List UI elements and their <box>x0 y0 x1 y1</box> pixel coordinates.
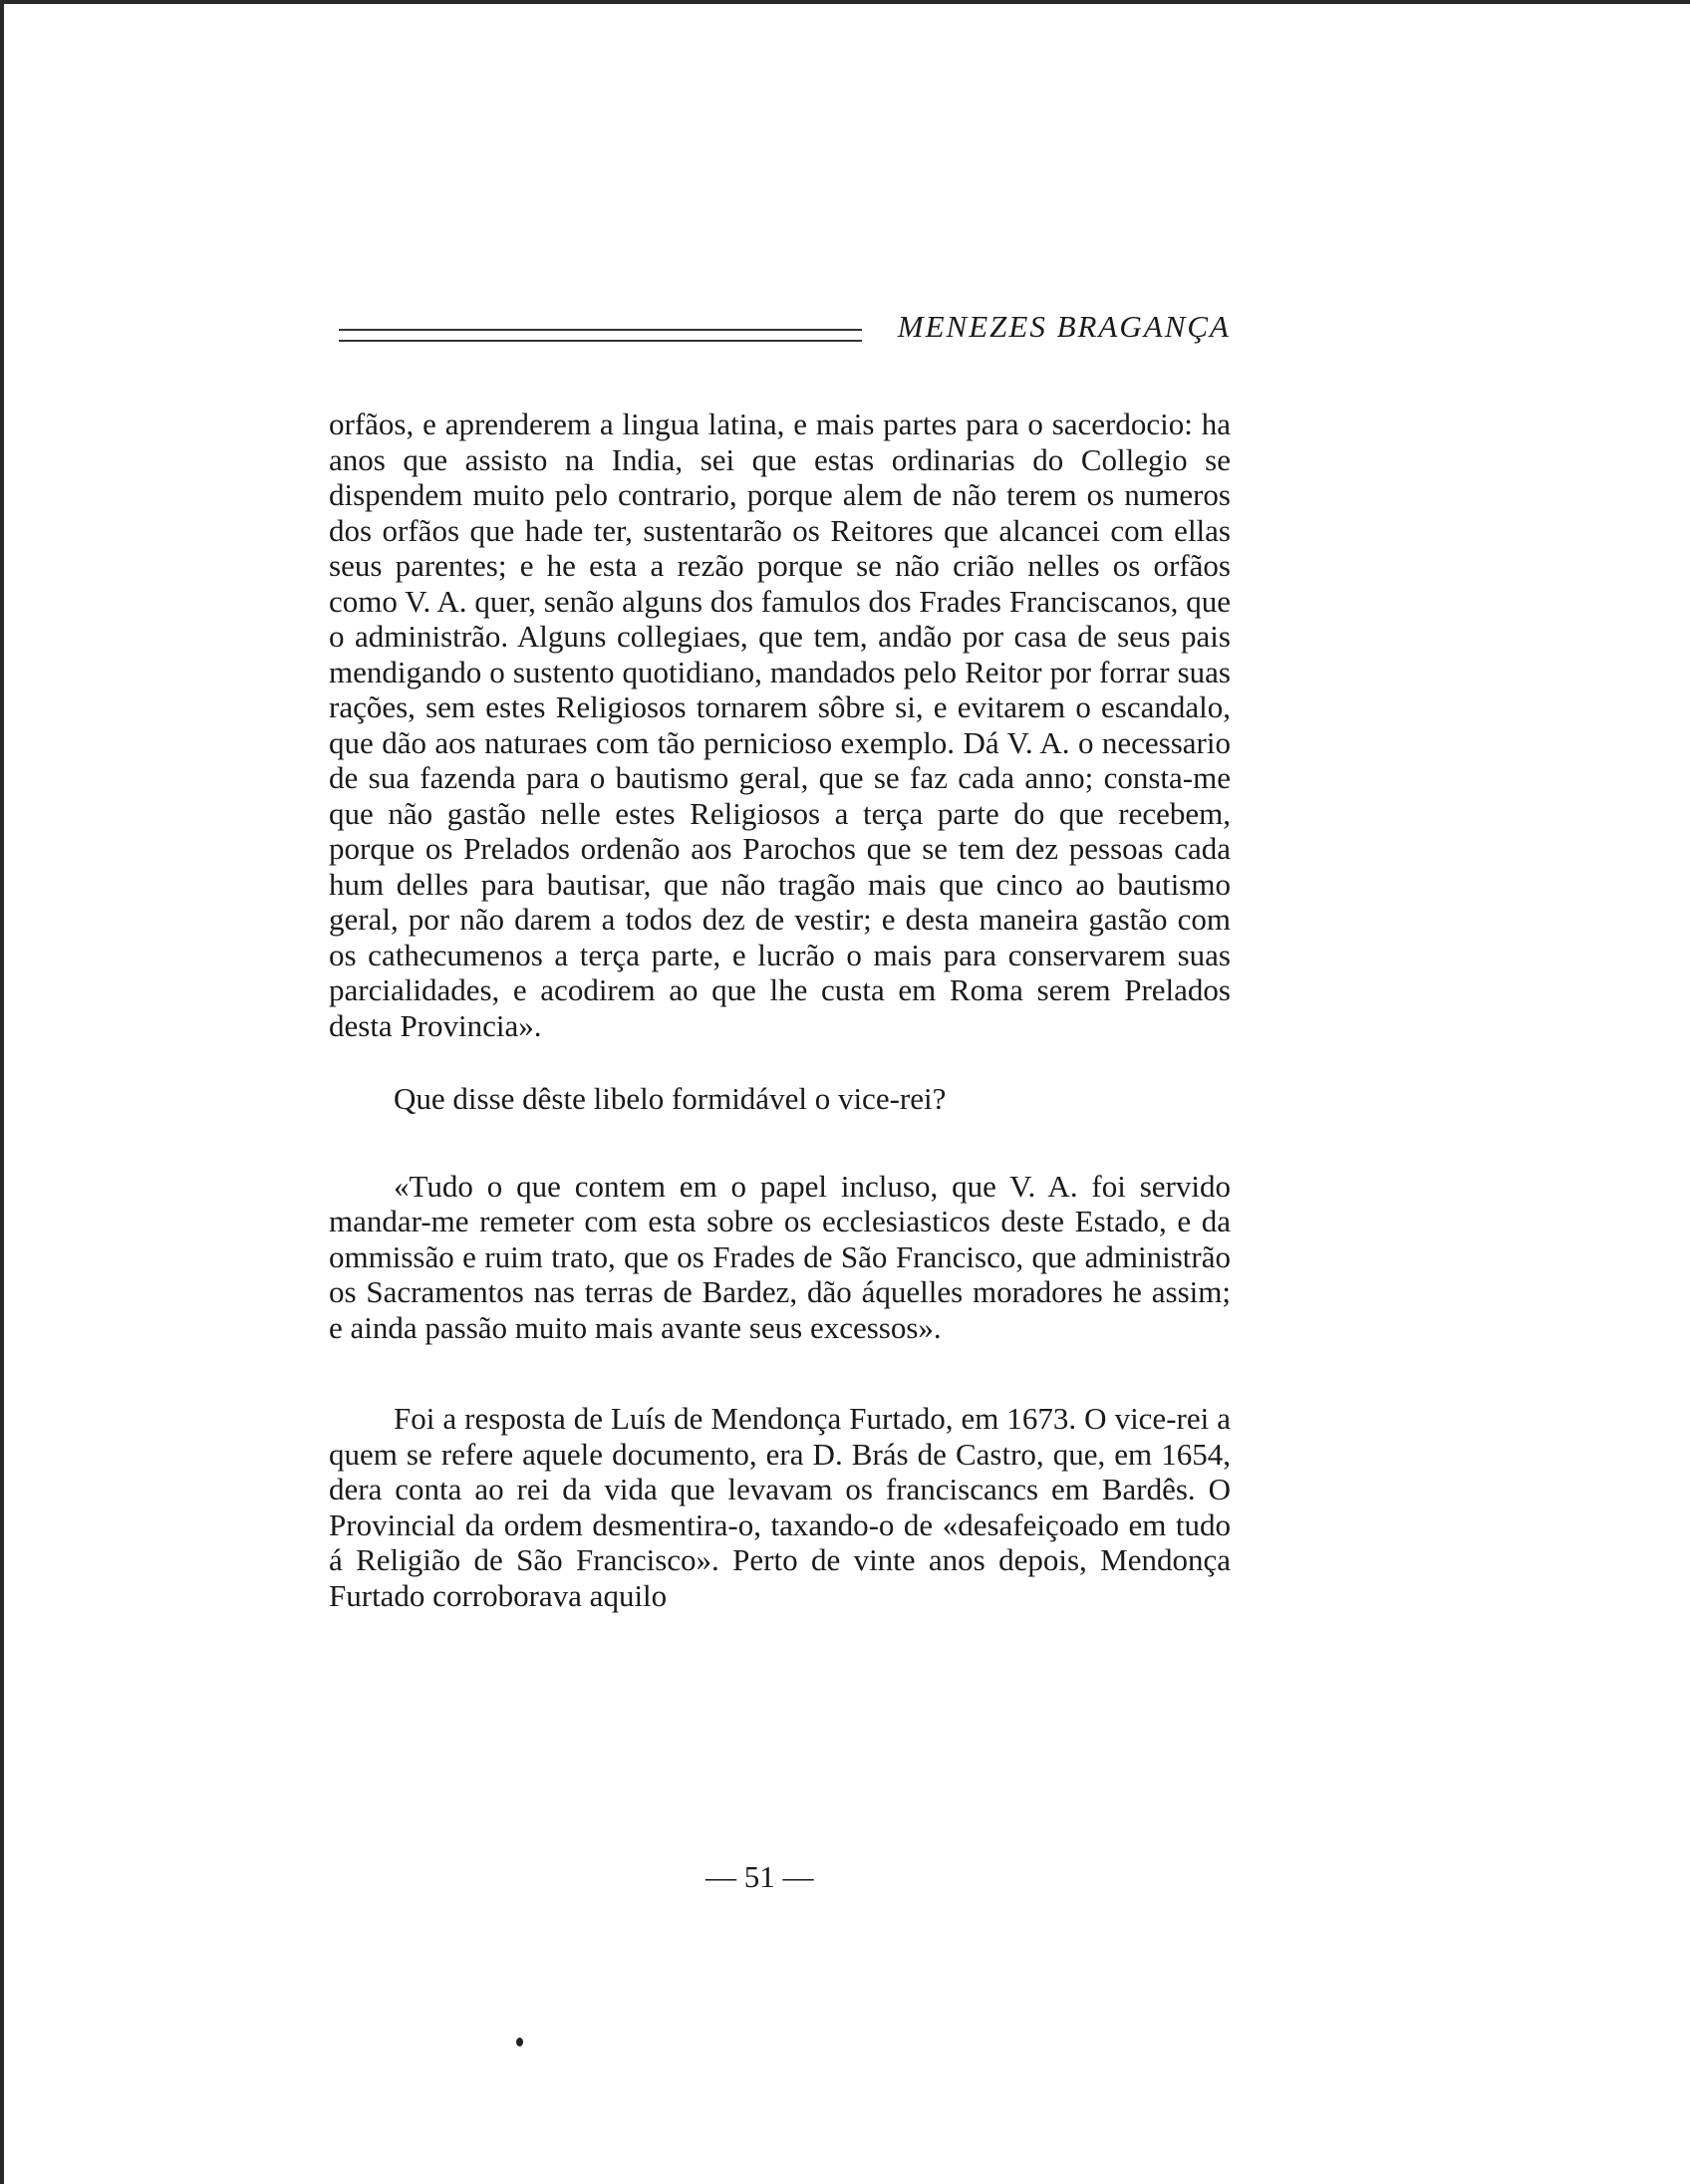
scan-speck <box>516 2038 523 2047</box>
page-number: — 51 — <box>705 1859 814 1894</box>
scan-edge-top <box>0 0 1690 4</box>
paragraph-response-commentary: Foi a resposta de Luís de Mendonça Furtado, em 1673. O vice-rei a quem se refere aquele documento, era D. Brás de Castro, que, em 1654, dera conta ao rei da vida que levavam os franciscancs em Bardês. O Provincial da ordem desmentira-o, taxando-o de «desafeiçoado em tudo á Religião de São Francisco». Perto de vinte anos depois, Mendonça Furtado corroborava aquilo <box>329 1401 1231 1613</box>
scan-edge-left <box>0 0 4 2184</box>
running-header-title: MENEZES BRAGANÇA <box>897 309 1231 344</box>
page-body <box>329 407 1231 1613</box>
running-header <box>329 309 1231 359</box>
paragraph-quotation-continued: orfãos, e aprenderem a lingua latina, e mais partes para o sacerdocio: ha anos que assisto na India, sei que estas ordinarias do Collegio se dispendem muito pelo contrario, porque alem de não terem os numeros dos orfãos que hade ter, sustentarão os Reitores que alcancei com ellas seus parentes; e he esta a rezão porque se não crião nelles os orfãos como V. A. quer, senão alguns dos famulos dos Frades Franciscanos, que o administrão. Alguns collegiaes, que tem, andão por casa de seus pais mendigando o sustento quotidiano, mandados pelo Reitor por forrar suas rações, sem estes Religiosos tornarem sôbre si, e evitarem o escandalo, que dão aos naturaes com tão pernicioso exemplo. Dá V. A. o necessario de sua fazenda para o bautismo geral, que se faz cada anno; consta-me que não gastão nelle estes Religiosos a terça parte do que recebem, porque os Prelados ordenão aos Parochos que se tem dez pessoas cada hum delles para bautisar, que não tragão mais que cinco ao bautismo geral, por não darem a todos dez de vestir; e desta maneira gastão com os cathecumenos a terça parte, e lucrão o mais para conservarem suas parcialidades, e acodirem ao que lhe custa em Roma serem Prelados desta Provincia». <box>329 407 1231 1043</box>
paragraph-viceroy-quotation: «Tudo o que contem em o papel incluso, que V. A. foi servido mandar-me remeter com esta sobre os ecclesiasticos deste Estado, e da ommissão e ruim trato, que os Frades de São Francisco, que administrão os Sacramentos nas terras de Bardez, dão áquelles moradores he assim; e ainda passão muito mais avante seus excessos». <box>329 1168 1231 1345</box>
paragraph-question: Que disse dêste libelo formidável o vice-rei? <box>394 1081 947 1116</box>
header-double-rule <box>339 329 862 342</box>
